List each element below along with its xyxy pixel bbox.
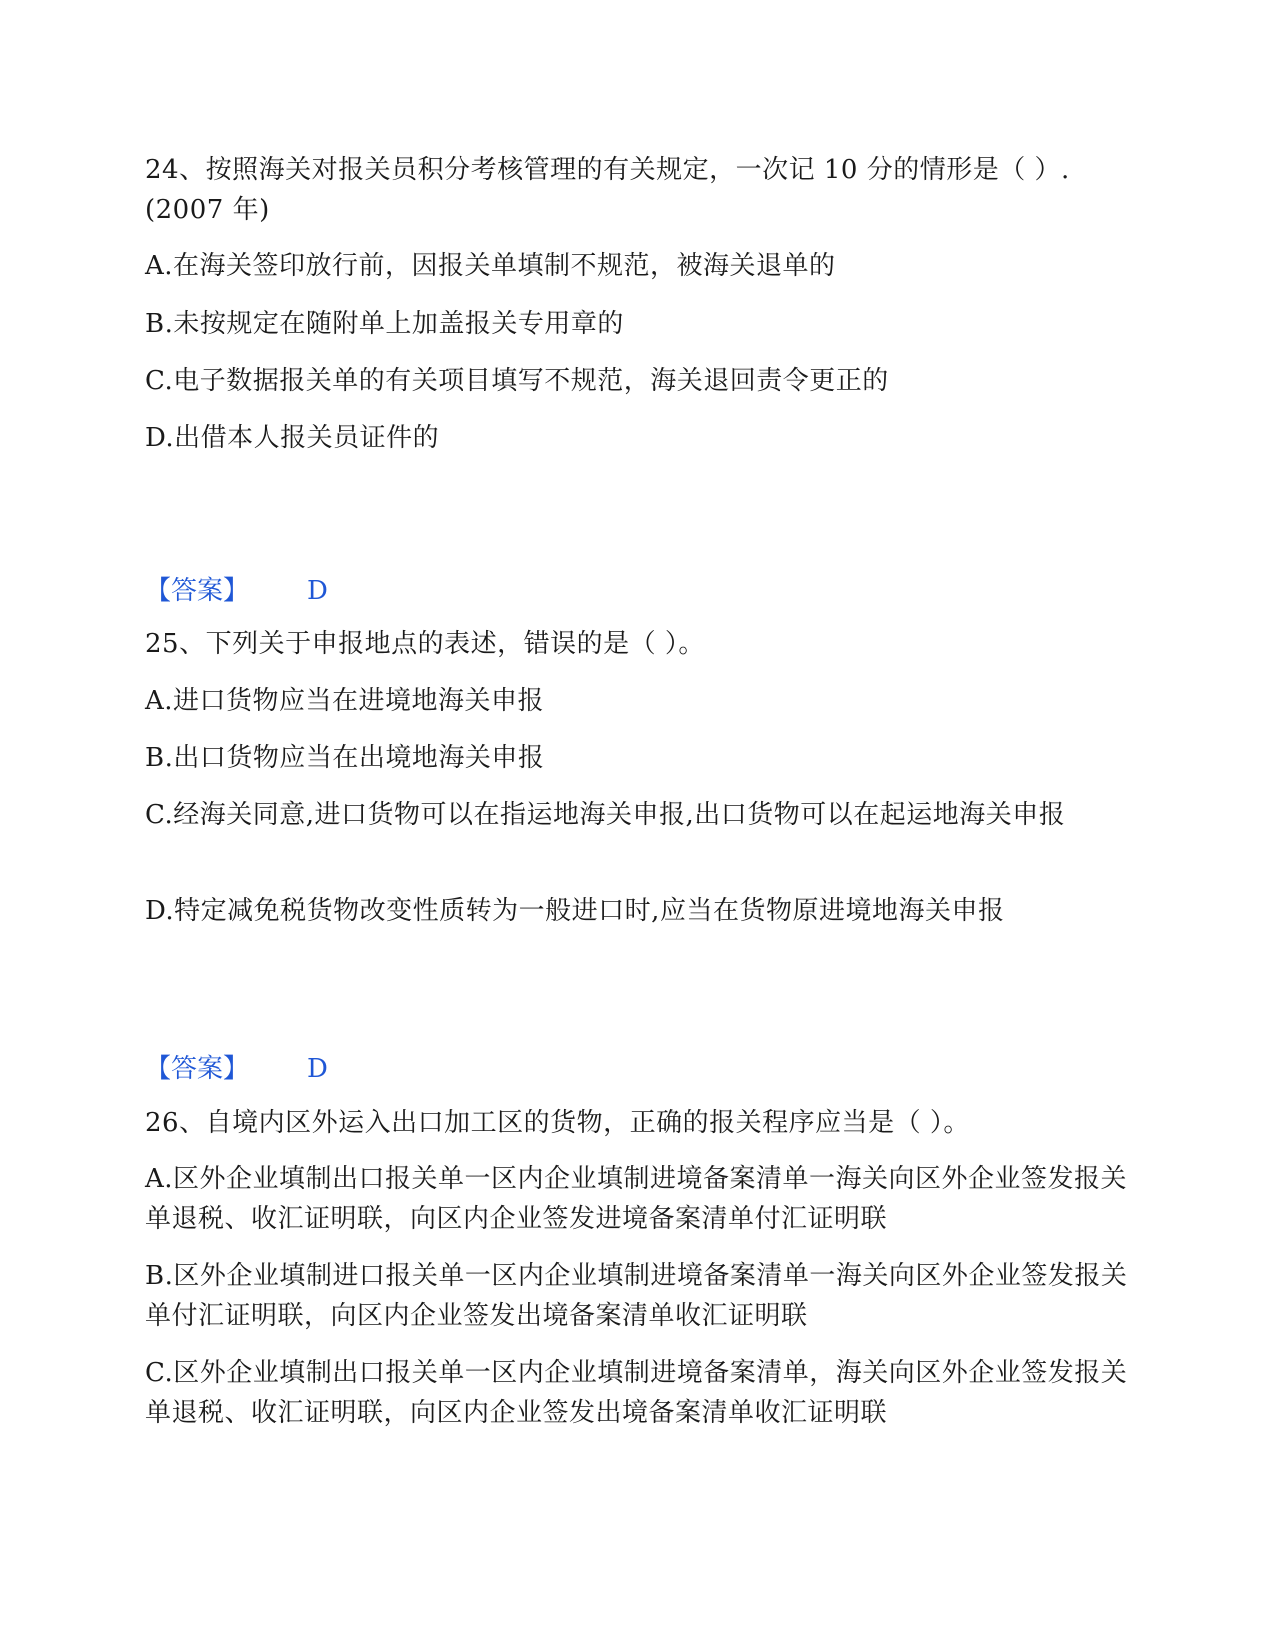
question-25-option-b: B.出口货物应当在出境地海关申报 xyxy=(145,743,545,773)
answer-value: D xyxy=(307,1054,328,1084)
answer-label: 【答案】 xyxy=(145,1054,250,1084)
question-24-answer xyxy=(145,571,328,611)
question-25-option-c: C.经海关同意,进口货物可以在指运地海关申报,出口货物可以在起运地海关申报 xyxy=(145,800,1066,830)
answer-value: D xyxy=(307,576,328,606)
question-25-stem: 25、下列关于申报地点的表述，错误的是（ ）。 xyxy=(145,629,705,659)
question-24-option-a: A.在海关签印放行前，因报关单填制不规范，被海关退单的 xyxy=(145,251,836,281)
question-24-option-b: B.未按规定在随附单上加盖报关专用章的 xyxy=(145,309,624,339)
question-25-answer xyxy=(145,1049,328,1089)
question-24-option-d: D.出借本人报关员证件的 xyxy=(145,423,440,453)
question-24-stem: 24、按照海关对报关员积分考核管理的有关规定，一次记 10 分的情形是（ ）.(2007 年) xyxy=(145,155,1070,225)
question-26-option-c: C.区外企业填制出口报关单一区内企业填制进境备案清单，海关向区外企业签发报关单退税、收汇证明联，向区内企业签发出境备案清单收汇证明联 xyxy=(145,1358,1128,1428)
question-25-option-d: D.特定减免税货物改变性质转为一般进口时,应当在货物原进境地海关申报 xyxy=(145,896,1005,926)
answer-label: 【答案】 xyxy=(145,576,250,606)
question-26-option-b: B.区外企业填制进口报关单一区内企业填制进境备案清单一海关向区外企业签发报关单付汇证明联，向区内企业签发出境备案清单收汇证明联 xyxy=(145,1261,1128,1331)
question-24-option-c: C.电子数据报关单的有关项目填写不规范，海关退回责令更正的 xyxy=(145,366,889,396)
question-26-stem: 26、自境内区外运入出口加工区的货物，正确的报关程序应当是（ ）。 xyxy=(145,1108,970,1138)
question-25-option-a: A.进口货物应当在进境地海关申报 xyxy=(145,686,545,716)
question-26-option-a: A.区外企业填制出口报关单一区内企业填制进境备案清单一海关向区外企业签发报关单退税、收汇证明联，向区内企业签发进境备案清单付汇证明联 xyxy=(145,1164,1128,1234)
